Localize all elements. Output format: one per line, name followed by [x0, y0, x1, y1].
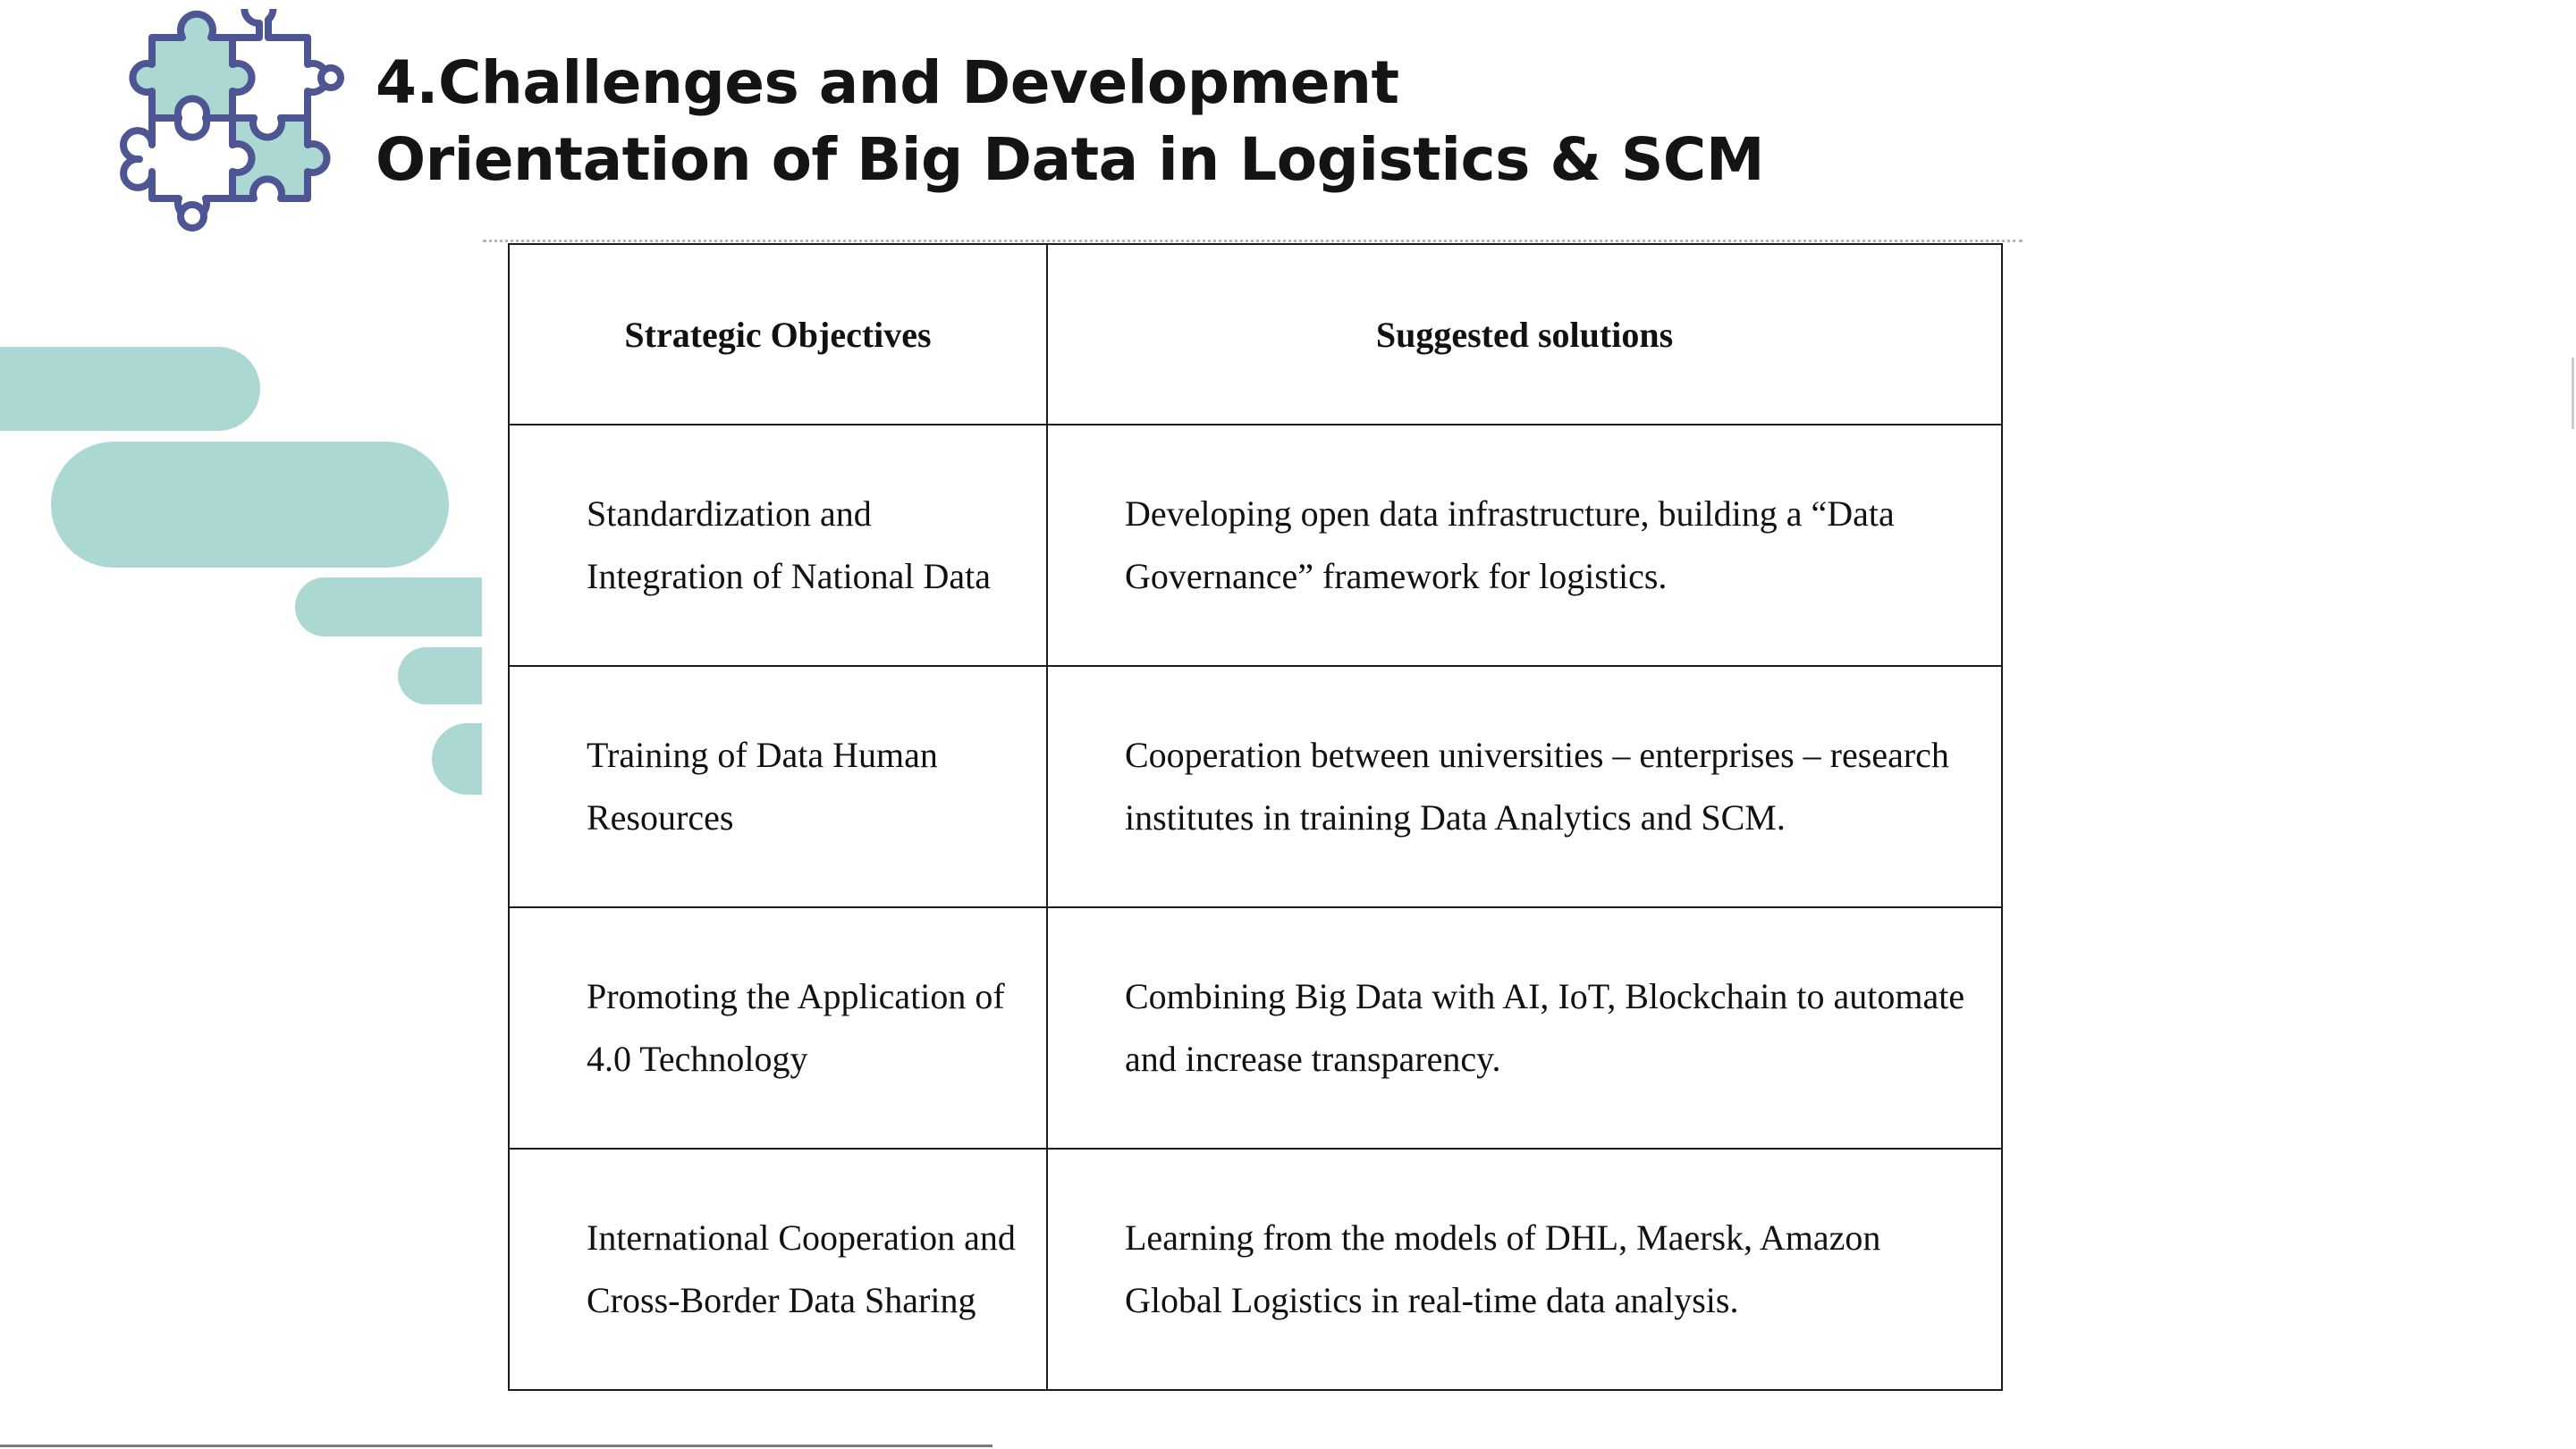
decor-shape	[398, 647, 482, 704]
header-suggested-solutions: Suggested solutions	[1047, 244, 2002, 425]
decor-shape	[0, 347, 260, 431]
objective-cell: International Cooperation and Cross-Border Data Sharing	[509, 1149, 1047, 1390]
decor-shape	[295, 577, 482, 636]
table-row	[509, 1149, 2002, 1390]
puzzle-icon	[118, 9, 355, 241]
objectives-table	[508, 243, 2003, 1391]
slide-title	[376, 45, 1764, 198]
solution-cell: Combining Big Data with AI, IoT, Blockchain to automate and increase transparency.	[1047, 907, 2002, 1149]
table-row	[509, 907, 2002, 1149]
solution-cell: Developing open data infrastructure, building a “Data Governance” framework for logistics.	[1047, 425, 2002, 666]
table-row	[509, 425, 2002, 666]
solution-cell: Cooperation between universities – enterprises – research institutes in training Data Analytics and SCM.	[1047, 666, 2002, 907]
slide-title-line1: 4.Challenges and Development	[376, 48, 1399, 117]
solution-cell: Learning from the models of DHL, Maersk, Amazon Global Logistics in real-time data analysis.	[1047, 1149, 2002, 1390]
header-strategic-objectives: Strategic Objectives	[509, 244, 1047, 425]
decor-shape	[51, 442, 449, 568]
slide-title-line2: Orientation of Big Data in Logistics & SCM	[376, 125, 1765, 194]
table-header-row	[509, 244, 2002, 425]
table-row	[509, 666, 2002, 907]
objective-cell: Standardization and Integration of National Data	[509, 425, 1047, 666]
dotted-divider	[483, 240, 2023, 242]
decor-shape	[432, 723, 482, 795]
objective-cell: Promoting the Application of 4.0 Technology	[509, 907, 1047, 1149]
objective-cell: Training of Data Human Resources	[509, 666, 1047, 907]
footer-line	[0, 1445, 992, 1447]
edge-mark	[2572, 358, 2574, 429]
